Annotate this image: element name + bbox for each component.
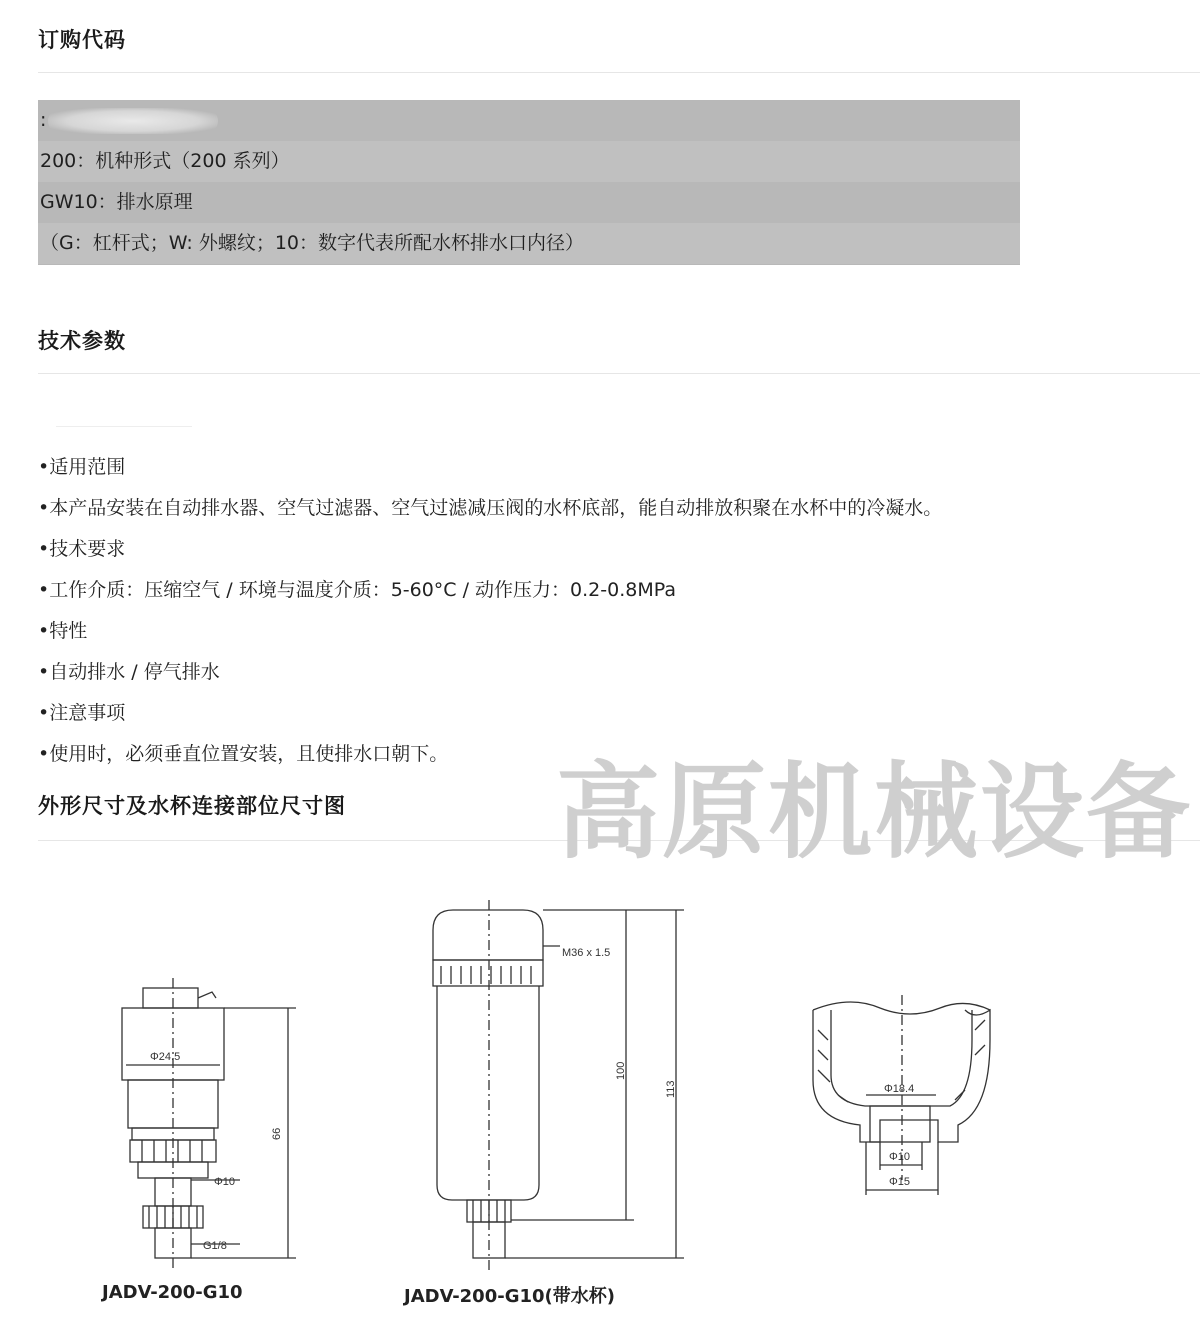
bullet-item: •注意事项 — [38, 702, 126, 724]
bullet-item: •适用范围 — [38, 456, 126, 478]
drawing-caption: JADV-200-G10 — [102, 1282, 243, 1303]
bullet-item: •自动排水 / 停气排水 — [38, 661, 220, 683]
divider — [38, 72, 1200, 73]
dim-label: Φ10 — [214, 1176, 236, 1188]
bullet-item: •工作介质：压缩空气 / 环境与温度介质：5-60°C / 动作压力：0.2-0.8MPa — [38, 579, 676, 601]
dim-label: 100 — [615, 1061, 627, 1080]
divider — [38, 373, 1200, 374]
drawing-valve — [122, 978, 296, 1268]
dim-label: G1/8 — [203, 1240, 227, 1252]
faint-line — [56, 426, 192, 427]
bullet-item: •技术要求 — [38, 538, 126, 560]
drawing-valve-with-cup — [433, 900, 684, 1270]
dim-label: M36 x 1.5 — [562, 947, 611, 959]
dim-label: Φ18.4 — [884, 1083, 915, 1095]
dim-label: 113 — [665, 1080, 677, 1098]
order-code-row: 200：机种形式（200 系列） — [38, 141, 1020, 182]
dim-label: 66 — [271, 1127, 283, 1140]
technical-drawings — [0, 880, 1200, 1320]
dim-label: Φ24.5 — [150, 1051, 181, 1063]
order-code-box — [38, 100, 1020, 265]
tech-params-title: 技术参数 — [38, 329, 126, 353]
watermark: 高原机械设备 — [556, 751, 1193, 873]
dimension-title: 外形尺寸及水杯连接部位尺寸图 — [38, 794, 346, 818]
order-code-row: （G：杠杆式；W: 外螺纹；10：数字代表所配水杯排水口内径） — [38, 223, 1020, 264]
drawing-cup-bottom — [813, 995, 990, 1195]
drawing-caption: JADV-200-G10(带水杯) — [404, 1286, 615, 1307]
bullet-item: •使用时，必须垂直位置安装，且使排水口朝下。 — [38, 743, 449, 765]
order-code-row: GW10：排水原理 — [40, 191, 193, 213]
dim-label: Φ10 — [889, 1151, 911, 1163]
dim-label: Φ15 — [889, 1176, 911, 1188]
bullet-item: •特性 — [38, 620, 88, 642]
order-code-title: 订购代码 — [38, 28, 126, 52]
bullet-item: •本产品安装在自动排水器、空气过滤器、空气过滤减压阀的水杯底部，能自动排放积聚在水杯中的冷凝水。 — [38, 497, 943, 519]
order-code-row: : — [40, 109, 47, 131]
